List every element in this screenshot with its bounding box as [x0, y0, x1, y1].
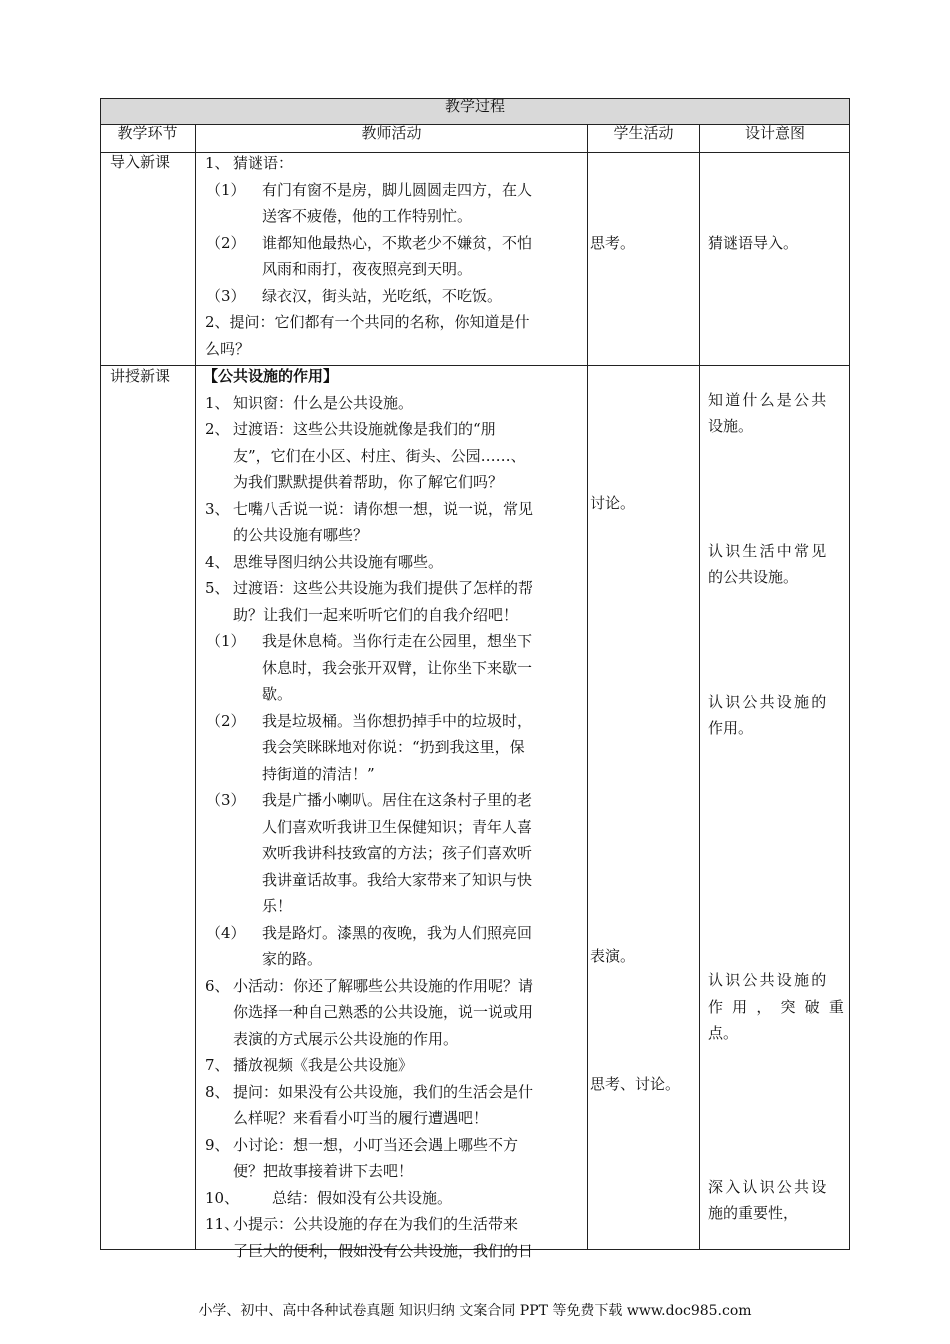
- teacher-activity-line: 2、提问：它们都有一个共同的名称，你知道是什: [205, 313, 530, 331]
- header-teacher: 教师活动: [361, 124, 422, 142]
- teacher-activity-line: 风雨和雨打，夜夜照亮到天明。: [262, 260, 473, 278]
- teacher-activity-line: 为我们默默提供着帮助，你了解它们吗？: [233, 473, 504, 491]
- item-number: （1）: [206, 632, 246, 650]
- teacher-activity-line: 小讨论：想一想，小叮当还会遇上哪些不方: [233, 1135, 519, 1154]
- teacher-activity-line: 持街道的清洁！”: [262, 764, 375, 783]
- item-number: 2、: [205, 420, 230, 438]
- item-number: （3）: [206, 286, 246, 305]
- item-number: （3）: [206, 791, 246, 809]
- teacher-activity-line: 绿衣汉，街头站，光吃纸，不吃饭。: [262, 286, 503, 305]
- design-intent: 猜谜语导入。: [708, 233, 799, 252]
- teacher-activity-line: 谁都知他最热心，不欺老少不嫌贫，不怕: [262, 233, 533, 252]
- design-intent: 作 用 ， 突 破 重: [708, 997, 847, 1016]
- teacher-activity-line: 欢听我讲科技致富的方法；孩子们喜欢听: [262, 844, 533, 862]
- teacher-activity-line: 休息时，我会张开双臂，让你坐下来歇一: [262, 658, 533, 677]
- design-intent: 点。: [708, 1024, 739, 1043]
- teacher-activity-line: 小提示：公共设施的存在为我们的生活带来: [233, 1215, 519, 1233]
- column-divider: [587, 125, 588, 1250]
- teacher-activity-line: 送客不疲倦，他的工作特别忙。: [262, 207, 473, 225]
- teacher-activity-line: 你选择一种自己熟悉的公共设施，说一说或用: [233, 1003, 534, 1021]
- item-number: （4）: [206, 923, 246, 942]
- design-intent: 设施。: [708, 417, 754, 436]
- item-number: 8、: [205, 1082, 230, 1101]
- teacher-activity-line: 家的路。: [262, 950, 323, 968]
- teacher-activity-line: 乐！: [262, 897, 293, 915]
- teacher-activity-line: 七嘴八舌说一说：请你想一想，说一说，常见: [233, 499, 534, 518]
- teacher-activity-line: 人们喜欢听我讲卫生保健知识；青年人喜: [262, 817, 533, 836]
- item-number: （2）: [206, 711, 246, 730]
- stage-intro: 导入新课: [110, 153, 171, 171]
- teacher-activity-line: 过渡语：这些公共设施就像是我们的“朋: [233, 420, 496, 438]
- teacher-activity-line: 过渡语：这些公共设施为我们提供了怎样的帮: [233, 579, 534, 597]
- design-intent: 知道什么是公共: [708, 390, 829, 409]
- header-student: 学生活动: [613, 124, 674, 142]
- teacher-activity-line: 我是休息椅。当你行走在公园里，想坐下: [262, 632, 533, 650]
- design-intent: 的公共设施。: [708, 568, 799, 587]
- student-activity: 讨论。: [590, 494, 636, 513]
- teacher-activity-line: 思维导图归纳公共设施有哪些。: [233, 552, 444, 571]
- teacher-activity-line: 猜谜语：: [233, 154, 294, 172]
- teacher-activity-line: 我是路灯。漆黑的夜晚，我为人们照亮回: [262, 923, 533, 942]
- item-number: 4、: [205, 552, 230, 571]
- teacher-activity-line: 我是垃圾桶。当你想扔掉手中的垃圾时，: [262, 711, 533, 730]
- stage-teaching: 讲授新课: [110, 367, 171, 385]
- teacher-activity-line: 小活动：你还了解哪些公共设施的作用呢？请: [233, 976, 534, 995]
- design-intent: 施的重要性，: [708, 1204, 799, 1223]
- item-number: （2）: [206, 233, 246, 252]
- teacher-activity-line: 歇。: [262, 685, 293, 703]
- header-stage: 教学环节: [117, 124, 178, 142]
- item-number: 11、: [205, 1215, 240, 1233]
- item-number: 7、: [205, 1056, 230, 1074]
- teacher-activity-line: 么吗？: [205, 339, 251, 358]
- item-number: 3、: [205, 499, 230, 518]
- design-intent: 认识公共设施的: [708, 971, 829, 990]
- design-intent: 深入认识公共设: [708, 1177, 829, 1196]
- column-divider: [195, 125, 196, 1250]
- item-number: 10、: [205, 1188, 240, 1207]
- teacher-activity-line: 了巨大的便利，假如没有公共设施，我们的日: [233, 1241, 534, 1260]
- teacher-activity-line: 播放视频《我是公共设施》: [233, 1056, 414, 1074]
- header-intent: 设计意图: [744, 124, 805, 142]
- teacher-activity-line: 助？让我们一起来听听它们的自我介绍吧！: [233, 605, 519, 624]
- design-intent: 作用。: [708, 719, 754, 738]
- column-divider: [699, 125, 700, 1250]
- teacher-activity-line: 提问：如果没有公共设施，我们的生活会是什: [233, 1082, 534, 1101]
- teacher-activity-line: 友”，它们在小区、村庄、街头、公园……、: [233, 446, 526, 465]
- student-activity: 思考。: [590, 233, 636, 252]
- item-number: （1）: [206, 180, 246, 199]
- teacher-activity-line: 我讲童话故事。我给大家带来了知识与快: [262, 870, 533, 889]
- footer-text: 小学、初中、高中各种试卷真题 知识归纳 文案合同 PPT 等免费下载 www.doc985.com: [198, 1303, 752, 1319]
- table-title: 教学过程: [444, 97, 505, 115]
- teacher-activity-line: 总结：假如没有公共设施。: [272, 1188, 453, 1207]
- student-activity: 表演。: [590, 947, 636, 966]
- item-number: 5、: [205, 579, 230, 597]
- student-activity: 思考、讨论。: [590, 1074, 681, 1093]
- design-intent: 认识公共设施的: [708, 692, 829, 711]
- item-number: 6、: [205, 976, 230, 995]
- teacher-activity-line: 我会笑眯眯地对你说：“扔到我这里，保: [262, 738, 525, 756]
- item-number: 1、: [205, 393, 230, 412]
- teacher-activity-line: 表演的方式展示公共设施的作用。: [233, 1029, 459, 1048]
- teacher-activity-line: 知识窗：什么是公共设施。: [233, 393, 414, 412]
- teacher-activity-line: 有门有窗不是房，脚儿圆圆走四方，在人: [262, 180, 533, 199]
- design-intent: 认识生活中常见: [708, 541, 829, 560]
- section-heading: 【公共设施的作用】: [203, 367, 339, 385]
- teacher-activity-line: 我是广播小喇叭。居住在这条村子里的老: [262, 791, 533, 809]
- item-number: 1、: [205, 154, 230, 172]
- teacher-activity-line: 便？把故事接着讲下去吧！: [233, 1162, 414, 1180]
- teacher-activity-line: 的公共设施有哪些？: [233, 526, 369, 544]
- teacher-activity-line: 么样呢？来看看小叮当的履行遭遇吧！: [233, 1109, 489, 1127]
- item-number: 9、: [205, 1135, 230, 1154]
